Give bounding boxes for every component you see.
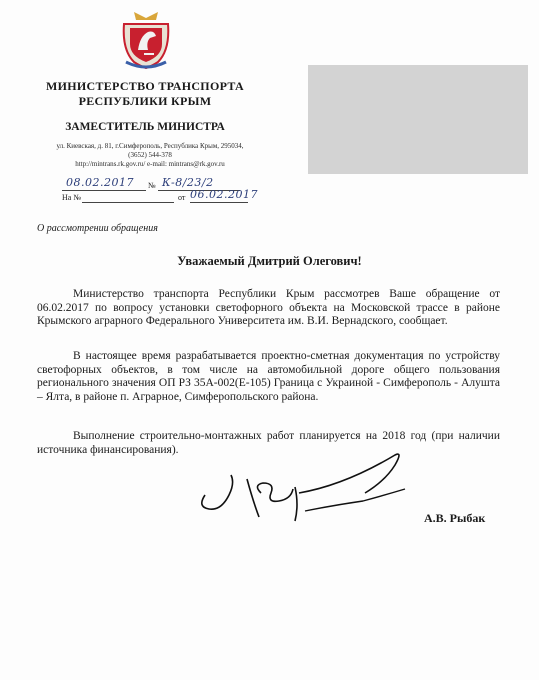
letter-subject: О рассмотрении обращения xyxy=(37,223,158,234)
ministry-name-line1: МИНИСТЕРСТВО ТРАНСПОРТА xyxy=(45,79,245,93)
sender-position: ЗАМЕСТИТЕЛЬ МИНИСТРА xyxy=(65,121,225,133)
body-paragraph-1: Министерство транспорта Республики Крым рассмотрев Ваше обращение от 06.02.2017 по вопросу установки светофорного объекта на Московской трассе в районе Крымского аграрного Федерального Университета им. В.И. Вернадского, сообщает. xyxy=(37,288,500,328)
redacted-recipient-block xyxy=(308,65,528,174)
reference-date-underline xyxy=(190,202,248,203)
address-web-email: http://mintrans.rk.gov.ru/ e-mail: mintrans@rk.gov.ru xyxy=(75,160,225,168)
crimea-coat-of-arms-icon xyxy=(120,10,172,70)
handwritten-signature xyxy=(195,445,410,525)
address-phone: (3652) 544-378 xyxy=(128,151,172,159)
from-label: от xyxy=(178,193,186,202)
reference-date-handwritten: 06.02.2017 xyxy=(190,188,258,201)
body-paragraph-2: В настоящее время разрабатывается проектно-сметная документация по устройству светофорных объектов, в том числе на автомобильной дороге общего пользования регионального значения ОП РЗ 35А-002(Е-105) Граница с Украиной - Симферополь - Алушта – Ялта, в районе п. Аграрное, Симферопольского района. xyxy=(37,350,500,403)
body-paragraph-3: Выполнение строительно-монтажных работ планируется на 2018 год (при наличии источника финансирования). xyxy=(37,430,500,456)
salutation: Уважаемый Дмитрий Олегович! xyxy=(177,254,362,268)
ministry-name-line2: РЕСПУБЛИКИ КРЫМ xyxy=(78,94,212,108)
reference-underline xyxy=(82,202,174,203)
date-underline xyxy=(62,190,146,191)
number-prefix: № xyxy=(148,181,156,190)
reference-label: На № xyxy=(62,193,81,202)
address-line-1: ул. Киевская, д. 81, г.Симферополь, Республика Крым, 295034, xyxy=(56,142,244,150)
outgoing-date-handwritten: 08.02.2017 xyxy=(66,176,134,189)
signer-name: А.В. Рыбак xyxy=(424,511,486,525)
outgoing-number-handwritten: К-8/23/2 xyxy=(162,176,214,189)
